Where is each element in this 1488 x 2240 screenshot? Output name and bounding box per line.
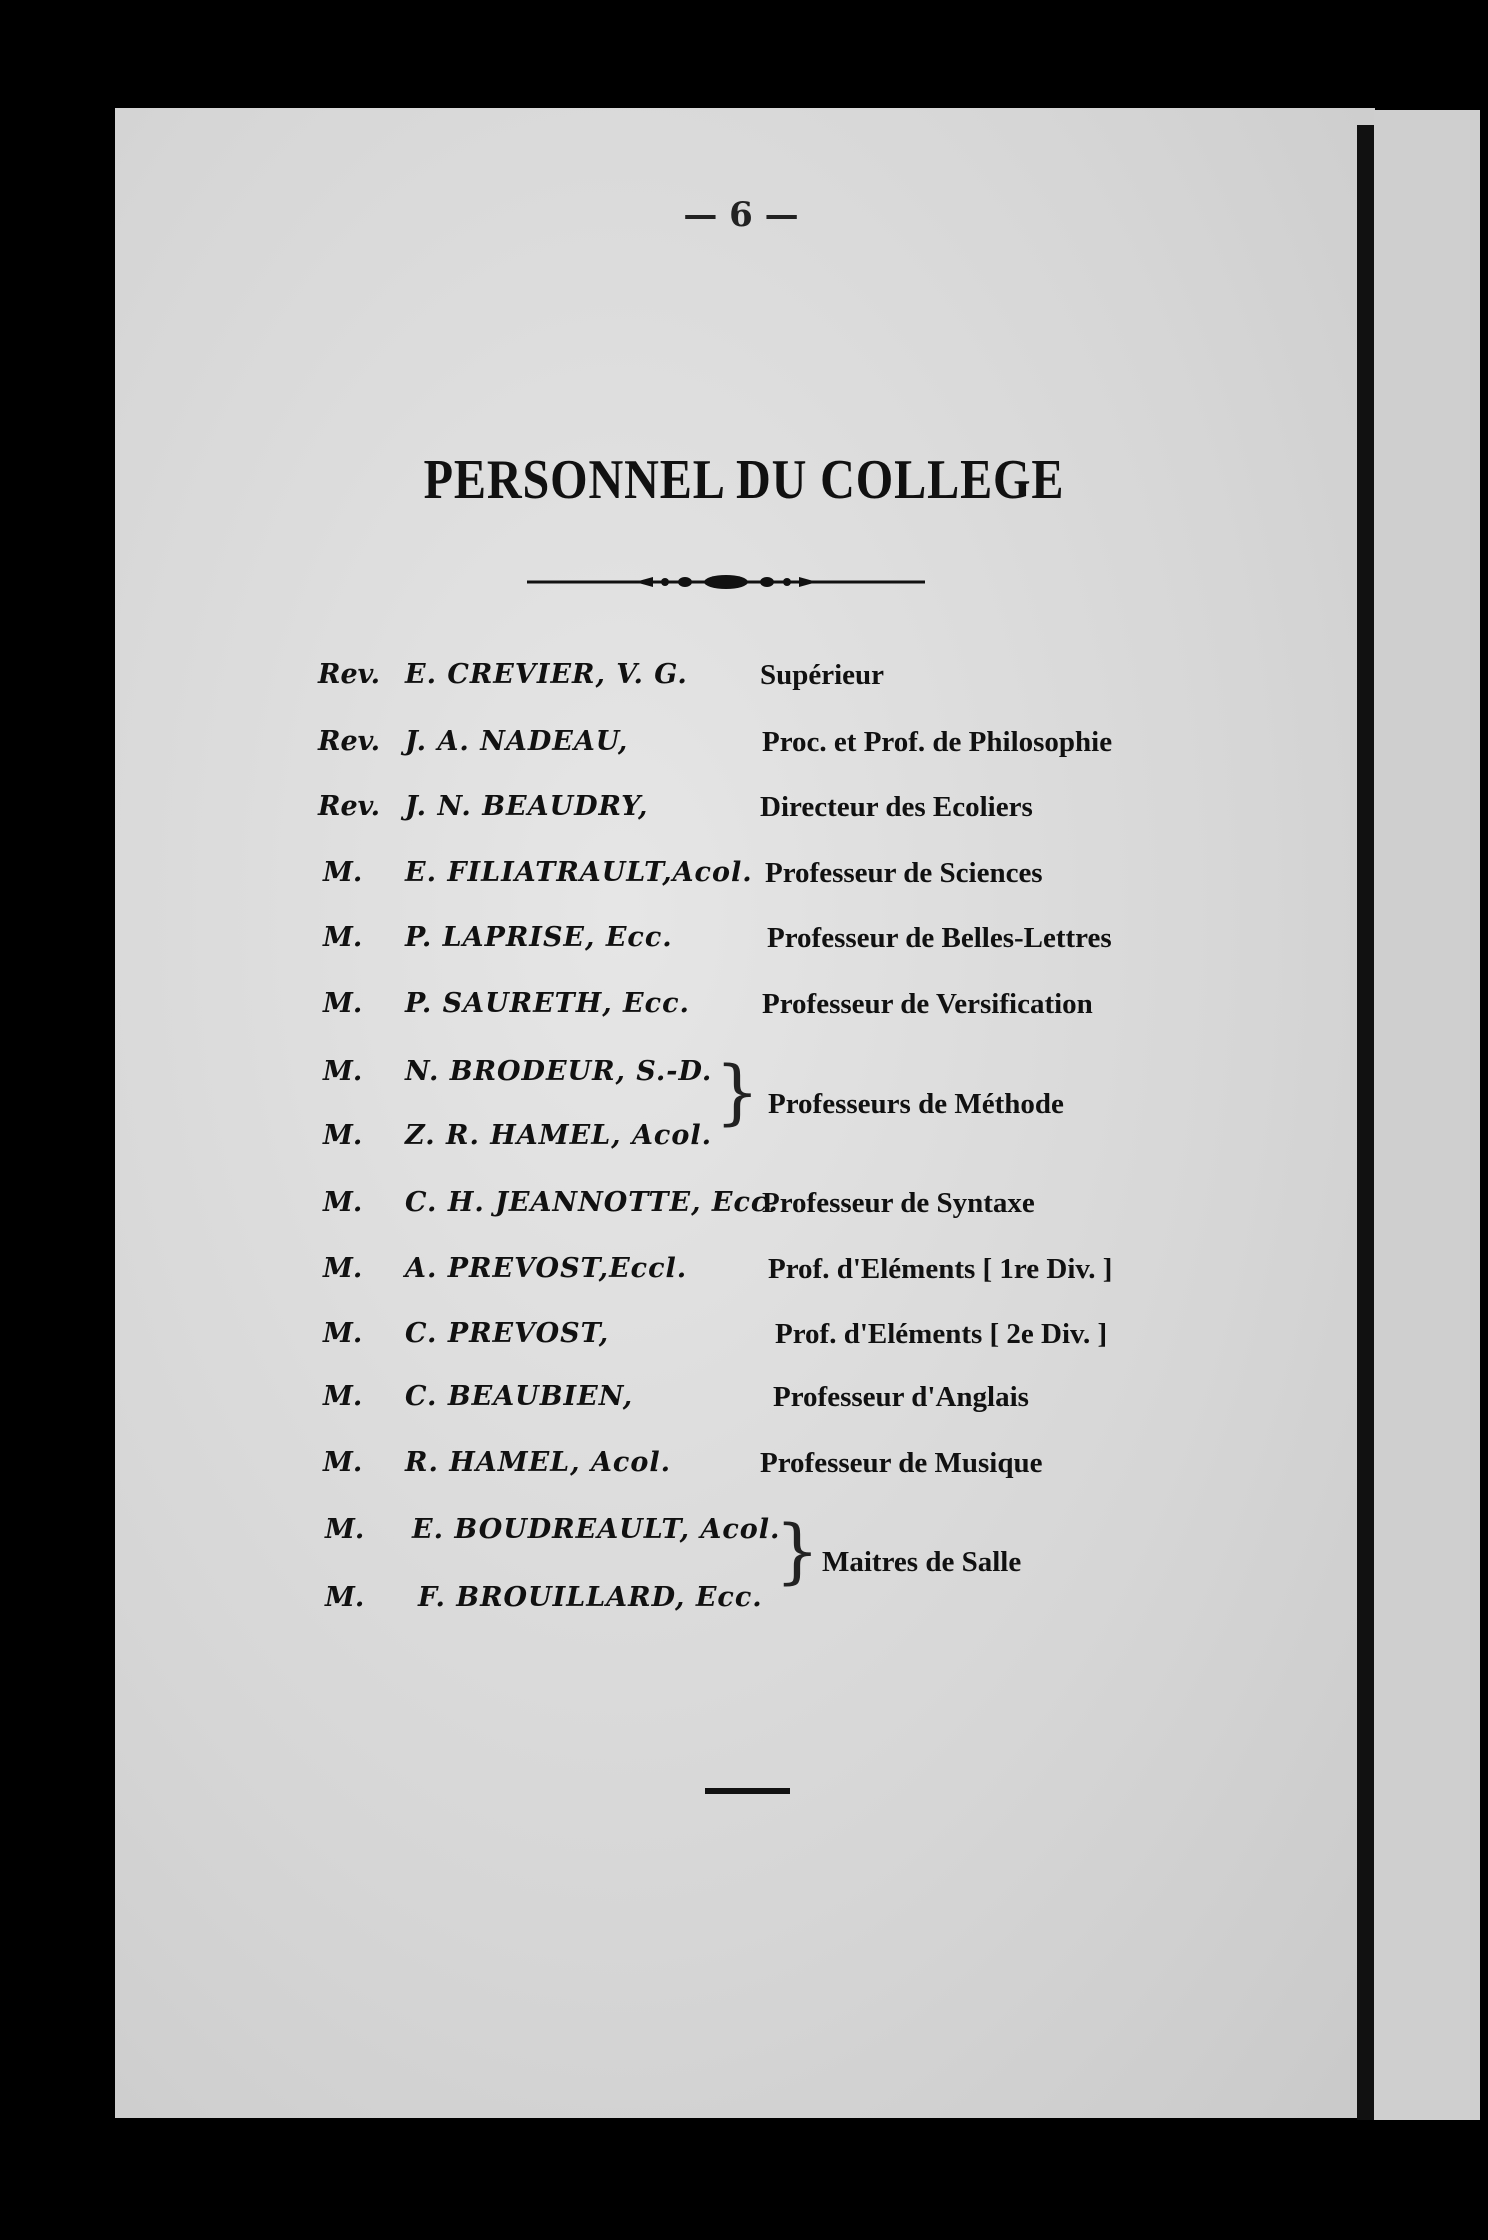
staff-row [0,1381,1488,1431]
staff-row [0,857,1488,907]
staff-honorific: M. [323,857,363,888]
staff-honorific: M. [325,1514,365,1545]
staff-role: Professeur de Sciences [765,857,1043,889]
staff-role: Prof. d'Eléments [ 2e Div. ] [775,1318,1108,1350]
staff-row [0,791,1488,841]
staff-honorific: Rev. [318,791,380,822]
staff-name: P. SAURETH, Ecc. [405,988,690,1019]
page-number: — 6 — [683,195,799,235]
staff-name: C. BEAUBIEN, [405,1381,634,1412]
facing-page-edge [1374,110,1488,2120]
staff-name: E. FILIATRAULT,Acol. [405,857,753,888]
staff-honorific: M. [323,1447,363,1478]
grouping-brace: } [775,1510,820,1592]
staff-role: Professeur de Belles-Lettres [767,922,1112,954]
group-role-methode: Professeurs de Méthode [768,1088,1064,1120]
staff-name: F. BROUILLARD, Ecc. [418,1582,763,1613]
staff-row [0,988,1488,1038]
staff-honorific: Rev. [318,659,380,690]
staff-honorific: Rev. [318,726,380,757]
staff-name: N. BRODEUR, S.-D. [405,1056,713,1087]
staff-row [0,1318,1488,1368]
staff-role: Professeur de Musique [760,1447,1043,1479]
staff-name: A. PREVOST,Eccl. [405,1253,688,1284]
staff-name: Z. R. HAMEL, Acol. [405,1120,713,1151]
staff-honorific: M. [325,1582,365,1613]
closing-rule [705,1788,790,1794]
ornamental-divider [525,570,927,594]
staff-role: Professeur de Syntaxe [762,1187,1035,1219]
staff-name: P. LAPRISE, Ecc. [405,922,673,953]
staff-role: Professeur de Versification [762,988,1093,1020]
staff-honorific: M. [323,1056,363,1087]
page-title: PERSONNEL DU COLLEGE [423,449,1065,511]
staff-row [0,922,1488,972]
staff-name: E. BOUDREAULT, Acol. [412,1514,781,1545]
staff-name: C. PREVOST, [405,1318,610,1349]
staff-role: Supérieur [760,659,885,691]
staff-row [0,1582,1488,1632]
staff-honorific: M. [323,1318,363,1349]
staff-role: Proc. et Prof. de Philosophie [762,726,1113,758]
staff-honorific: M. [323,988,363,1019]
staff-role: Professeur d'Anglais [773,1381,1029,1413]
staff-row [0,726,1488,776]
staff-name: E. CREVIER, V. G. [405,659,688,690]
staff-role: Directeur des Ecoliers [760,791,1033,823]
grouping-brace: } [715,1051,760,1133]
staff-row [0,659,1488,709]
staff-row [0,1187,1488,1237]
staff-name: J. N. BEAUDRY, [405,791,649,822]
staff-honorific: M. [323,1187,363,1218]
staff-honorific: M. [323,1381,363,1412]
staff-name: R. HAMEL, Acol. [405,1447,672,1478]
staff-role: Prof. d'Eléments [ 1re Div. ] [768,1253,1113,1285]
staff-row [0,1514,1488,1564]
staff-row [0,1447,1488,1497]
staff-honorific: M. [323,1253,363,1284]
staff-row [0,1253,1488,1303]
staff-name: J. A. NADEAU, [405,726,629,757]
staff-honorific: M. [323,922,363,953]
staff-honorific: M. [323,1120,363,1151]
group-role-salle: Maitres de Salle [822,1546,1022,1578]
staff-name: C. H. JEANNOTTE, Ecc. [405,1187,779,1218]
